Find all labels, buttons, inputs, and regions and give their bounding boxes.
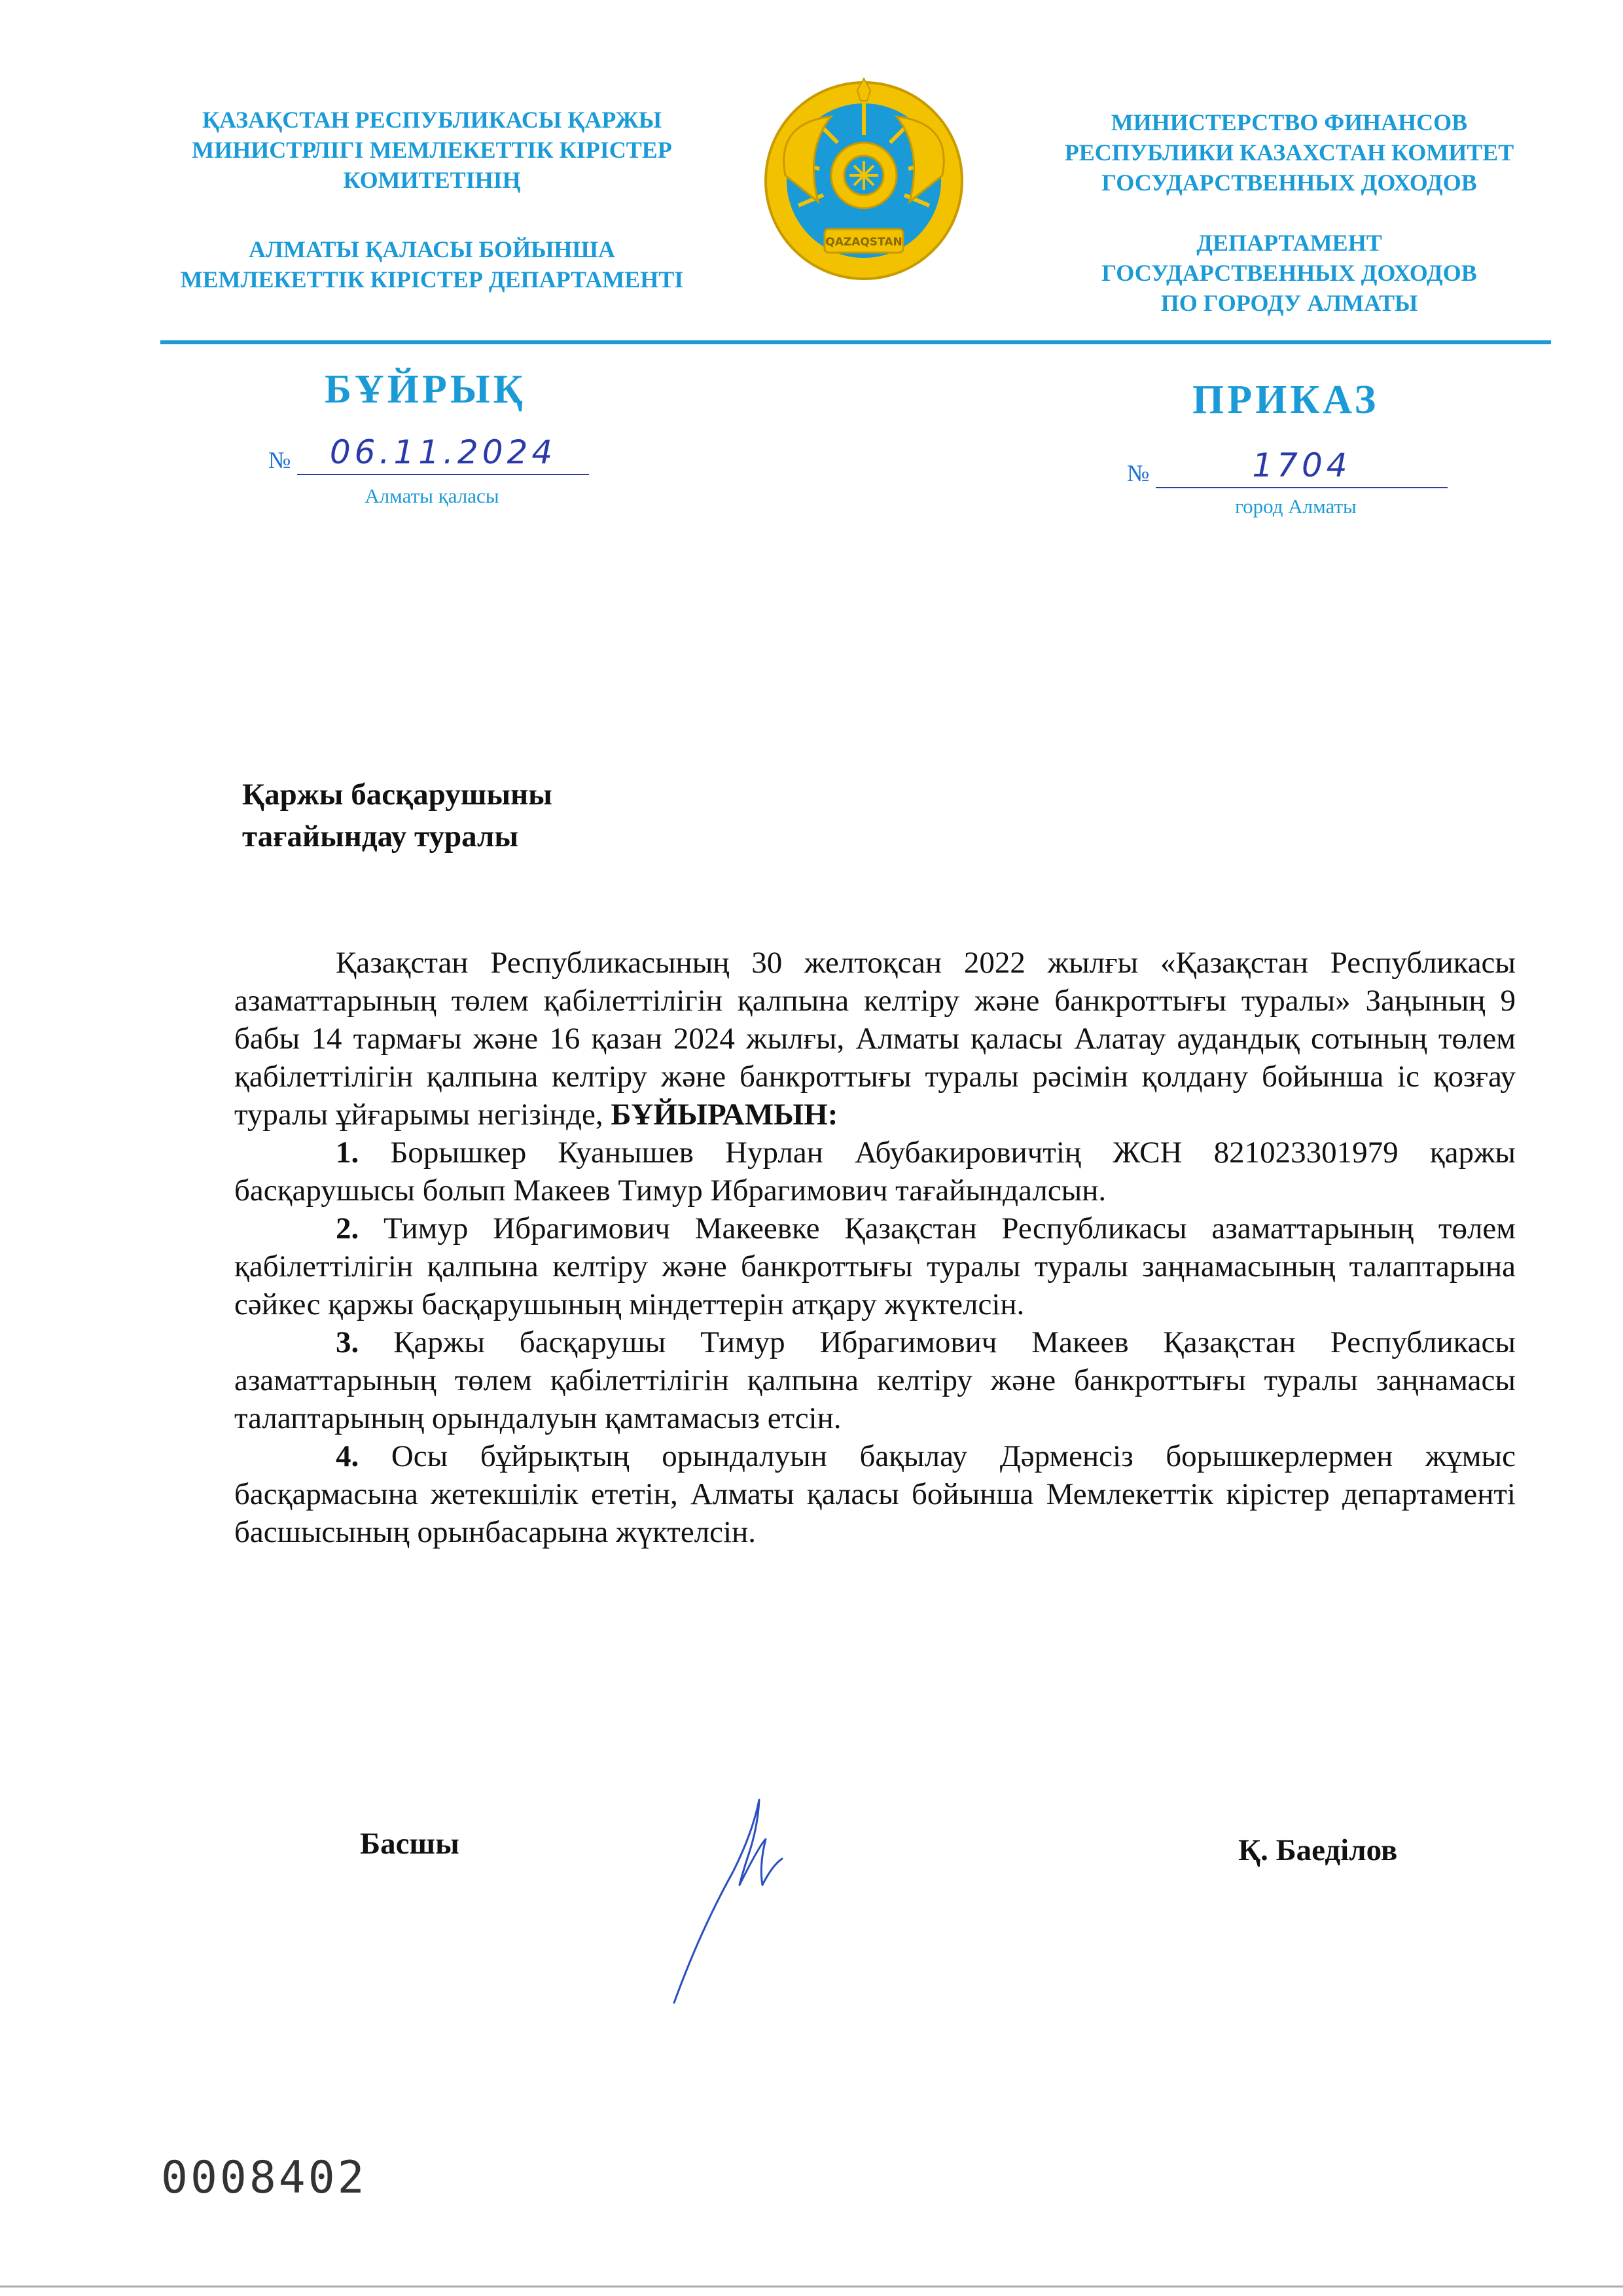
- handwritten-date: 06.11.2024: [329, 433, 557, 471]
- order-title-russian: ПРИКАЗ: [1192, 378, 1380, 422]
- document-subject: [242, 774, 552, 857]
- order-item: [234, 1134, 1516, 1210]
- signer-title: Басшы: [360, 1827, 459, 1861]
- header-line: АЛМАТЫ ҚАЛАСЫ БОЙЫНША: [249, 236, 615, 262]
- header-line: МЕМЛЕКЕТТІК КІРІСТЕР ДЕПАРТАМЕНТІ: [180, 266, 684, 293]
- header-line: ДЕПАРТАМЕНТ: [1196, 230, 1382, 256]
- subject-line: тағайындау туралы: [242, 819, 519, 853]
- serial-number: 0008402: [161, 2152, 367, 2204]
- item-text: Тимур Ибрагимович Макеевке Қазақстан Республикасы азаматтарының төлем қабілеттілігін қалпына келтіру және банкроттығы туралы туралы заңнамасының талаптарына сәйкес қаржы басқарушының міндеттерін атқару жүктелсін.: [234, 1211, 1516, 1321]
- item-text: Осы бұйрықтың орындалуын бақылау Дәрменсіз борышкерлермен жұмыс басқармасына жетекшілік ететін, Алматы қаласы бойынша Мемлекеттік кірістер департаменті басшысының орынбасарына жүктелсін.: [234, 1439, 1516, 1549]
- order-date-line: [268, 432, 589, 478]
- item-text: Борышкер Куанышев Нурлан Абубакировичтің ЖСН 821023301979 қаржы басқарушысы болып Макеев Тимур Ибрагимович тағайындалсын.: [234, 1136, 1516, 1208]
- order-item: [234, 1437, 1516, 1551]
- order-item: [234, 1210, 1516, 1323]
- header-line: МИНИСТЕРСТВО ФИНАНСОВ: [1111, 109, 1468, 135]
- signer-name: Қ. Баеділов: [1238, 1833, 1398, 1867]
- city-label-kazakh: Алматы қаласы: [365, 484, 499, 507]
- header-line: ГОСУДАРСТВЕННЫХ ДОХОДОВ: [1101, 260, 1477, 286]
- item-number: 2.: [336, 1211, 359, 1246]
- state-emblem-icon: [759, 77, 969, 293]
- header-left-organization: [131, 105, 733, 195]
- handwritten-signature-icon: [661, 1787, 844, 2009]
- header-line: КОМИТЕТІНІҢ: [343, 167, 521, 193]
- header-line: РЕСПУБЛИКИ КАЗАХСТАН КОМИТЕТ: [1064, 139, 1514, 166]
- header-line: МИНИСТРЛІГІ МЕМЛЕКЕТТІК КІРІСТЕР: [192, 137, 672, 163]
- intro-paragraph: [234, 944, 1516, 1134]
- subject-line: Қаржы басқарушыны: [242, 778, 552, 812]
- header-line: ПО ГОРОДУ АЛМАТЫ: [1160, 290, 1418, 316]
- item-number: 3.: [336, 1325, 359, 1359]
- item-number: 4.: [336, 1439, 359, 1473]
- order-number-line: [1127, 445, 1448, 491]
- city-label-russian: город Алматы: [1235, 495, 1357, 518]
- order-title-kazakh: БҰЙРЫҚ: [325, 367, 526, 412]
- header-right-department: [1034, 228, 1544, 318]
- number-sign: №: [1127, 460, 1150, 486]
- header-right-organization: [1034, 107, 1544, 198]
- header-left-department: [131, 234, 733, 295]
- fill-in-rule: [297, 474, 589, 475]
- order-directive: БҰЙЫРАМЫН:: [611, 1098, 838, 1132]
- header-line: ҚАЗАҚСТАН РЕСПУБЛИКАСЫ ҚАРЖЫ: [202, 107, 662, 133]
- item-text: Қаржы басқарушы Тимур Ибрагимович Макеев Қазақстан Республикасы азаматтарының төлем қабілеттілігін қалпына келтіру және банкроттығы туралы заңнамасы талаптарының орындалуын қамтамасыз етсін.: [234, 1325, 1516, 1435]
- header-line: ГОСУДАРСТВЕННЫХ ДОХОДОВ: [1101, 170, 1477, 196]
- svg-text:QAZAQSTAN: QAZAQSTAN: [825, 236, 902, 249]
- item-number: 1.: [336, 1136, 359, 1170]
- header-divider: [160, 340, 1551, 344]
- number-sign: №: [268, 447, 291, 473]
- order-item: [234, 1323, 1516, 1437]
- handwritten-order-number: 1704: [1252, 446, 1351, 484]
- intro-text: Қазақстан Республикасының 30 желтоқсан 2022 жылғы «Қазақстан Республикасы азаматтарының төлем қабілеттілігін қалпына келтіру және банкроттығы туралы» Заңының 9 бабы 14 тармағы және 16 қазан 2024 жылғы, Алматы қаласы Алатау аудандық сотының төлем қабілеттілігін қалпына келтіру және банкроттығы туралы рәсімін қолдану бойынша іс қозғау туралы ұйғарымы негізінде,: [234, 946, 1516, 1132]
- scan-edge-line: [0, 2286, 1623, 2287]
- fill-in-rule: [1156, 487, 1448, 488]
- document-body: [234, 944, 1516, 1551]
